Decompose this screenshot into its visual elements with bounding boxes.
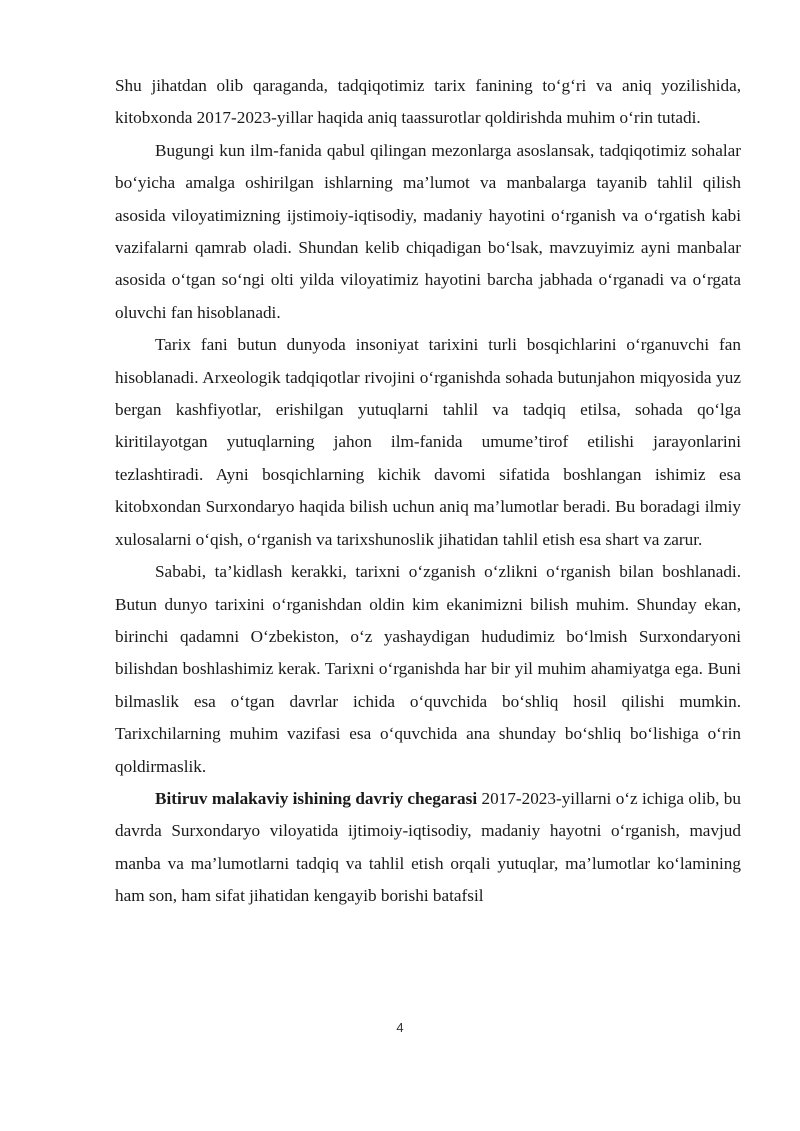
paragraph-1: Shu jihatdan olib qaraganda, tadqiqotimiz tarix fanining to‘g‘ri va aniq yozilishida, kitobxonda 2017-2023-yillar haqida aniq taassurotlar qoldirishda muhim o‘rin tutadi. [115, 76, 741, 128]
paragraph-5-text: 2017-2023-yillarni o‘z ichiga olib, bu davrda Surxondaryo viloyatida ijtimoiy-iqtisodiy, madaniy hayotni o‘rganish, mavjud manba va ma’lumotlarni tadqiq va tahlil etish orqali yutuqlar, ma’lumotlar ko‘lamining ham son, ham sifat jihatidan kengayib borishi batafsil [115, 788, 741, 906]
page-number: 4 [396, 1020, 404, 1035]
paragraph-5-bold-lead: Bitiruv malakaviy ishining davriy chegarasi [155, 788, 478, 808]
page-body [115, 70, 741, 913]
paragraph-4: Sababi, ta’kidlash kerakki, tarixni o‘zganish o‘zlikni o‘rganish bilan boshlanadi. Butun dunyo tarixini o‘rganishdan oldin kim ekanimizni bilish muhim. Shunday ekan, birinchi qadamni O‘zbekiston, o‘z yashaydigan hududimiz bo‘lmish Surxondaryoni bilishdan boshlashimiz kerak. Tarixni o‘rganishda har bir yil muhim ahamiyatga ega. Buni bilmaslik esa o‘tgan davrlar ichida o‘quvchida bo‘shliq hosil qilishi mumkin. Tarixchilarning muhim vazifasi esa o‘quvchida ana shunday bo‘shliq bo‘lishiga o‘rin qoldirmaslik. [115, 562, 741, 776]
paragraph-5 [115, 783, 741, 913]
paragraph-2: Bugungi kun ilm-fanida qabul qilingan mezonlarga asoslansak, tadqiqotimiz sohalar bo‘yicha amalga oshirilgan ishlarning ma’lumot va manbalarga tayanib tahlil qilish asosida viloyatimizning ijstimoiy-iqtisodiy, madaniy hayotini o‘rganish va o‘rgatish kabi vazifalarni qamrab oladi. Shundan kelib chiqadigan bo‘lsak, mavzuyimiz ayni manbalar asosida o‘tgan so‘ngi olti yilda viloyatimiz hayotini barcha jabhada o‘rganadi va o‘rgata oluvchi fan hisoblanadi. [115, 140, 741, 322]
paragraph-3: Tarix fani butun dunyoda insoniyat tarixini turli bosqichlarini o‘rganuvchi fan hisoblanadi. Arxeologik tadqiqotlar rivojini o‘rganishda sohada butunjahon miqyosida yuz bergan kashfiyotlar, erishilgan yutuqlarni tahlil va tadqiq etilsa, sohada qo‘lga kiritilayotgan yutuqlarning jahon ilm-fanida umume’tirof etilishi jarayonlarini tezlashtiradi. Ayni bosqichlarning kichik davomi sifatida boshlangan ishimiz esa kitobxondan Surxondaryo haqida bilish uchun aniq ma’lumotlar beradi. Bu boradagi ilmiy xulosalarni o‘qish, o‘rganish va tarixshunoslik jihatidan tahlil etish esa shart va zarur. [115, 335, 741, 549]
